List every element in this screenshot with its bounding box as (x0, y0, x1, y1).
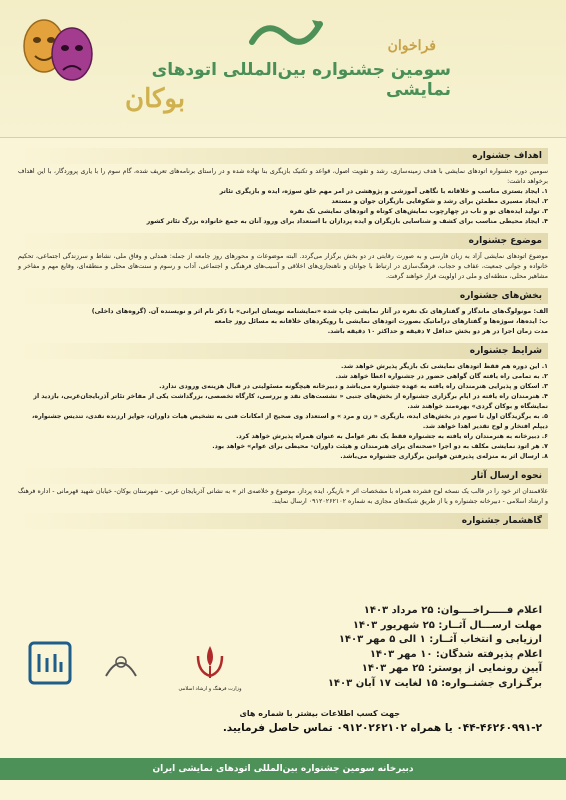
section-paragraph: علاقمندان اثر خود را در قالب یک نسخه لوح فشرده همراه با مشخصات اثر « بازیگر، ایده پرداز، موضوع و خلاصه‌ی اثر » به نشانی آذربایجان غربی - شهرستان بوکان- خیابان شهید قهرمانی - اداره فرهنگ و ارشاد اسلامی - دبیرخانه جشنواره و یا از طریق شبکه‌های مجازی به شماره ۰۹۱۲۰۲۶۲۱۰۲ ارسال نمایند. (18, 488, 548, 505)
ministry-logo (162, 642, 258, 693)
rule-item: ۸. ارسال اثر به منزله‌ی پذیرفتن قوانین برگزاری جشنواره می‌باشد. (340, 453, 548, 460)
timeline-item: اعلام پذیرفته شدگان: ۱۰ مهر ۱۴۰۳ (369, 648, 542, 660)
timeline-item: ارزیابی و انتخاب آثــار: ۱ الی ۵ مهر ۱۴۰۳ (338, 634, 542, 645)
section-heading: اهداف جشنواره (18, 148, 548, 164)
timeline-list (242, 604, 542, 691)
section-heading: بخش‌های جشنواره (18, 288, 548, 304)
section-heading: موضوع جشنواره (18, 233, 548, 249)
association-logo (88, 646, 154, 690)
section-goals (18, 148, 548, 227)
timeline-item: مهلت ارســـال آثــار: ۲۵ شهریور ۱۴۰۳ (352, 619, 542, 631)
rule-item: ۶. دبیرخانه به هنرمندان راه یافته به جشنواره فقط یک نفر عوامل به عنوان همراه پذیرش خواهد کرد. (236, 433, 548, 440)
sponsor-logos (22, 640, 262, 700)
poster-content (18, 148, 548, 535)
section-topic (18, 233, 548, 282)
goal-item: ۴. ایجاد محیطی مناسب برای کشف و شناسایی بازیگران و ایده پردازان با استعداد برای ورود آنان به جمع خانواده بزرگ تئاتر کشور (146, 218, 548, 225)
ministry-emblem-icon (190, 642, 230, 682)
rule-item: ۲. به تمامی راه یافته گان گواهی حضور در جشنواره اعطا خواهد شد. (335, 373, 548, 380)
section-timeline (18, 513, 548, 529)
timeline-item: آیین رونمایی از پوستر: ۲۵ مهر ۱۴۰۳ (361, 663, 542, 674)
section-categories (18, 288, 548, 337)
goal-item: ۳. تولید ایده‌های نو و ناب در چهارچوب نمایش‌های کوتاه و اتودهای نمایشی تک نفره (289, 208, 548, 215)
festival-logo-icon (246, 12, 326, 58)
rule-item: ۳. اسکان و پذیرایی هنرمندان راه یافته به عهده جشنواره می‌باشد و دبیرخانه هیچگونه مسئولیتی در قبال هزینه‌ی ورودی ندارد. (159, 383, 548, 390)
poster-header (0, 0, 566, 138)
contact-phones: ۰۴۴-۴۶۲۶۰۹۹۱-۲ یا همراه ۰۹۱۲۰۲۶۲۱۰۲ تماس حاصل فرمایید. (222, 722, 542, 734)
ministry-logo-text: وزارت فرهنگ و ارشاد اسلامی (178, 686, 242, 692)
section-heading: شرایط جشنواره (18, 343, 548, 359)
rule-item: ۵. به برگزیدگان اول تا سوم در بخش‌های ایده، بازیگری « زن و مرد » و استعداد وی صحیح از امکانات فنی به تشخیص هیات داوران، جوایز ارزنده نقدی، تندیس جشنواره، دیپلم افتخار و لوح تقدیر اهدا خواهد شد. (32, 413, 548, 430)
category-item: الف: مونولوگ‌های ماندگار و گفتارهای تک نفره در آثار نمایشی چاپ شده «نمایشنامه نویسان ایرانی» با ذکر نام اثر و نویسنده آن. (گروه‌های داخلی) (91, 308, 548, 315)
rule-item: ۴. هنرمندان راه یافته در ایام برگزاری جشنواره از بخش‌های جنبی « نشست‌های نقد و بررسی، کارگاه تخصصی، بزرگداشت یکی از مفاخر تئاتر آذربایجان‌غربی، بازدید از نمایشگاه و بوکان گردی» بهره‌مند خواهند شد. (33, 393, 548, 410)
contact-info (22, 708, 542, 736)
city-name: بوکان (125, 84, 186, 114)
festival-title: سومین جشنواره بین‌المللی اتودهای نمایشی (151, 60, 451, 100)
section-rules (18, 343, 548, 462)
section-paragraph: موضوع اتودهای نمایشی آزاد به زبان فارسی و به صورت رقابتی در دو بخش برگزار می‌گردد. البته موضوعات و محورهای روز جامعه از جمله: همدلی و وفاق ملی، نشاط و سرزندگی اجتماعی، تحکیم خانواده و جوانی جمعیت، عفاف و حجاب، فرهنگ‌سازی در ارتباط با جوانان و ناهنجاری‌های اخلاقی و آسیب‌های فرهنگی و اجتماعی، آداب و رسوم و سنت‌های محلی و منطقه‌ای، وقایع مهم و مفاخر و مشاهیر محلی، منطقه‌ای و ملی در اولویت قرار خواهند گرفت. (18, 253, 548, 280)
ana-logo-icon (27, 640, 73, 686)
theater-masks-icon (10, 4, 106, 100)
category-item: ب: ایده‌ها، سوژه‌ها و گفتارهای دراماتیک بصورت اتودهای نمایشی با رویکردهای خلاقانه به مسائل روز جامعه (214, 318, 548, 325)
section-paragraph: سومین دوره جشنواره اتودهای نمایشی با هدف زمینه‌سازی، رشد و تقویت اصول، قواعد و تکنیک بازیگری بنا نهاده شده و در راستای برنامه‌های تعریف شده، گام سوم را با یاری پرورد‌گار، با این اهداف برخواهد داشت: (18, 168, 548, 185)
bottom-strip (0, 780, 566, 800)
goal-item: ۲. ایجاد مسیری مطمئن برای رشد و شکوفایی بازیگران جوان و مستعد (331, 198, 548, 205)
association-logo-icon (98, 646, 144, 686)
rule-item: ۱. این دوره هم فقط اتودهای نمایشی تک بازیگر پذیرش خواهد شد. (341, 363, 548, 370)
call-label: فراخوان (387, 38, 436, 54)
category-item: مدت زمان اجرا در هر دو بخش حداقل ۷ دقیقه و حداکثر ۱۰ دقیقه باشد. (327, 328, 548, 335)
rule-item: ۷. هر اتود نمایشی مکلف به دو اجرا «صحنه‌ای برای هنرمندان و هیئت داوران- محیطی برای عوام» خواهد بود. (212, 443, 548, 450)
section-heading: گاهشمار جشنواره (18, 513, 548, 529)
section-submission (18, 468, 548, 507)
timeline-item: برگـزاری جشنــواره: ۱۵ لغایت ۱۷ آبان ۱۴۰۳ (327, 677, 542, 689)
timeline-item: اعلام فـــــراخــــوان: ۲۵ مرداد ۱۴۰۳ (363, 605, 542, 616)
contact-label: جهت کسب اطلاعات بیشتر با شماره های (239, 709, 400, 718)
ana-logo (22, 640, 78, 690)
goal-item: ۱. ایجاد بستری مناسب و خلاقانه با نگاهی آموزشی و پژوهشی در امر مهم خلق سوژه، ایده و بازیگری تئاتر (219, 188, 548, 195)
footer-banner: دبیرخانه سومین جشنواره بین‌المللی اتودهای نمایشی ایران (0, 758, 566, 780)
section-heading: نحوه ارسال آثار (18, 468, 548, 484)
